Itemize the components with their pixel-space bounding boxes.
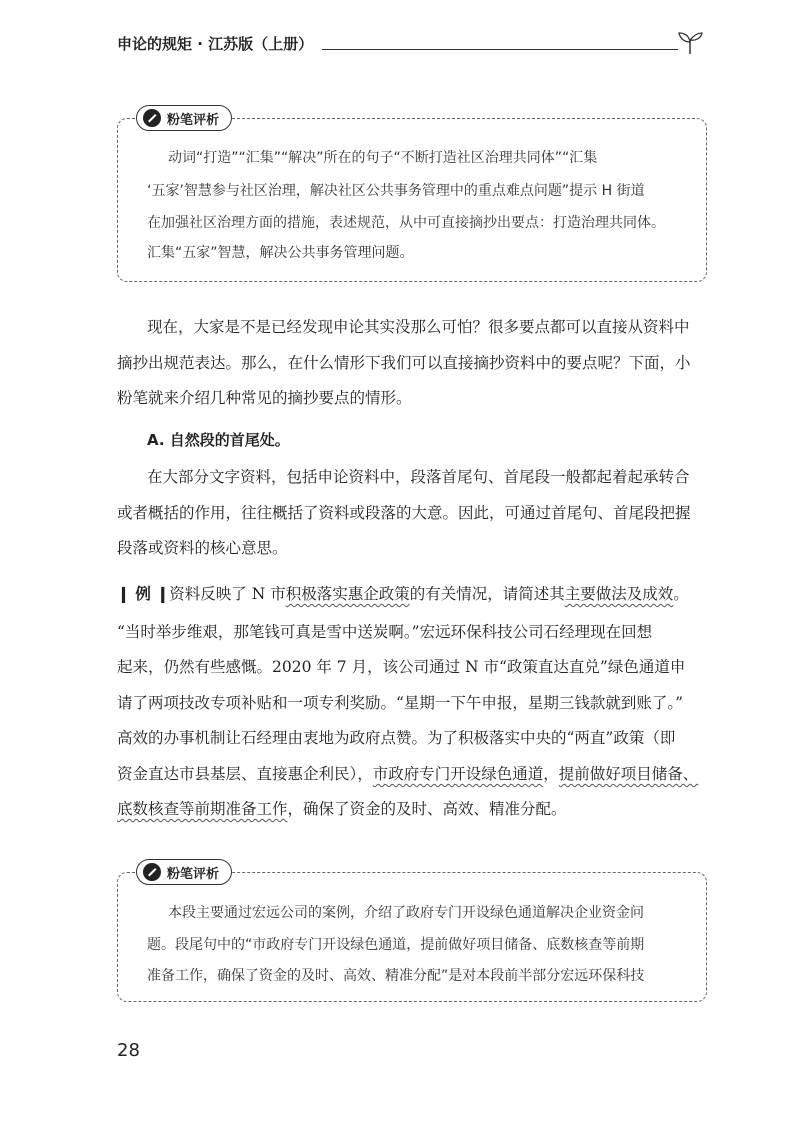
analysis-tag-label: 粉笔评析 — [167, 866, 220, 882]
material-line — [117, 798, 567, 820]
body-text-line: 粉笔就来介绍几种常见的摘抄要点的情形。 — [117, 389, 412, 407]
material-line: 高效的办事机制让石经理由衷地为政府点赞。为了积极落实中央的“两直”政策（即 — [117, 729, 676, 747]
body-text-line: 或者概括的作用，往往概括了资料或段落的大意。因此，可通过首尾句、首尾段把握 — [117, 504, 691, 522]
chalk-icon — [143, 109, 161, 127]
wavy-emphasis: 主要做法及成效 — [564, 585, 674, 603]
wavy-emphasis: 积极落实惠企政策 — [285, 585, 410, 603]
example-text: 的有关情况，请简述其 — [409, 585, 565, 603]
analysis-tag — [136, 859, 232, 885]
material-text: ， — [543, 765, 559, 783]
example-marker: ❙ 例 ❙ — [117, 584, 170, 603]
example-text: 资料反映了 N 市 — [169, 585, 286, 603]
running-header-title: 申论的规矩 · 江苏版（上册） — [117, 35, 314, 53]
wavy-emphasis: 市政府专门开设绿色通道 — [372, 765, 544, 783]
analysis-line: 汇集“五家”智慧，解决公共事务管理问题。 — [147, 245, 414, 261]
section-heading: A. 自然段的首尾处。 — [147, 431, 290, 449]
header-rule — [322, 49, 678, 50]
example-question — [117, 583, 689, 605]
analysis-tag — [136, 105, 232, 131]
body-text-line: 摘抄出规范表达。那么，在什么情形下我们可以直接摘抄资料中的要点呢？下面，小 — [117, 354, 691, 372]
body-text-line: 段落或资料的核心意思。 — [117, 539, 288, 557]
material-line: “当时举步维艰，那笔钱可真是雪中送炭啊。”宏远环保科技公司石经理现在回想 — [117, 623, 653, 641]
sprout-icon — [676, 28, 704, 56]
analysis-tag-label: 粉笔评析 — [167, 112, 220, 128]
wavy-emphasis: 提前做好项目储备、 — [558, 765, 699, 783]
analysis-line: 动词“打造”“汇集”“解决”所在的句子“不断打造社区治理共同体”“汇集 — [168, 150, 598, 166]
wavy-emphasis: 底数核查等前期准备工作 — [117, 800, 288, 818]
analysis-line: 本段主要通过宏远公司的案例，介绍了政府专门开设绿色通道解决企业资金问 — [168, 905, 644, 921]
material-line — [117, 763, 698, 785]
material-text: ，确保了资金的及时、高效、精准分配。 — [287, 800, 567, 818]
body-text-line: 现在，大家是不是已经发现申论其实没那么可怕？很多要点都可以直接从资料中 — [147, 318, 690, 336]
analysis-line: 题。段尾句中的“市政府专门开设绿色通道，提前做好项目储备、底数核查等前期 — [147, 937, 645, 953]
material-text: 资金直达市县基层、直接惠企利民）， — [117, 765, 373, 783]
analysis-line: 准备工作，确保了资金的及时、高效、精准分配”是对本段前半部分宏远环保科技 — [147, 968, 645, 984]
body-text-line: 在大部分文字资料，包括申论资料中，段落首尾句、首尾段一般都起着起承转合 — [147, 468, 690, 486]
analysis-line: ‘五家’智慧参与社区治理，解决社区公共事务管理中的重点难点问题”提示 H 街道 — [147, 183, 645, 199]
analysis-line: 在加强社区治理方面的措施，表述规范，从中可直接摘抄出要点：打造治理共同体。 — [147, 215, 665, 231]
page-number: 28 — [117, 1040, 140, 1061]
material-line: 请了两项技改专项补贴和一项专利奖励。“星期一下午申报，星期三钱款就到账了。” — [117, 694, 684, 712]
example-text: 。 — [673, 585, 689, 603]
material-line: 起来，仍然有些感慨。2020 年 7 月，该公司通过 N 市“政策直达直兑”绿色通道申 — [117, 658, 686, 676]
chalk-icon — [143, 863, 161, 881]
